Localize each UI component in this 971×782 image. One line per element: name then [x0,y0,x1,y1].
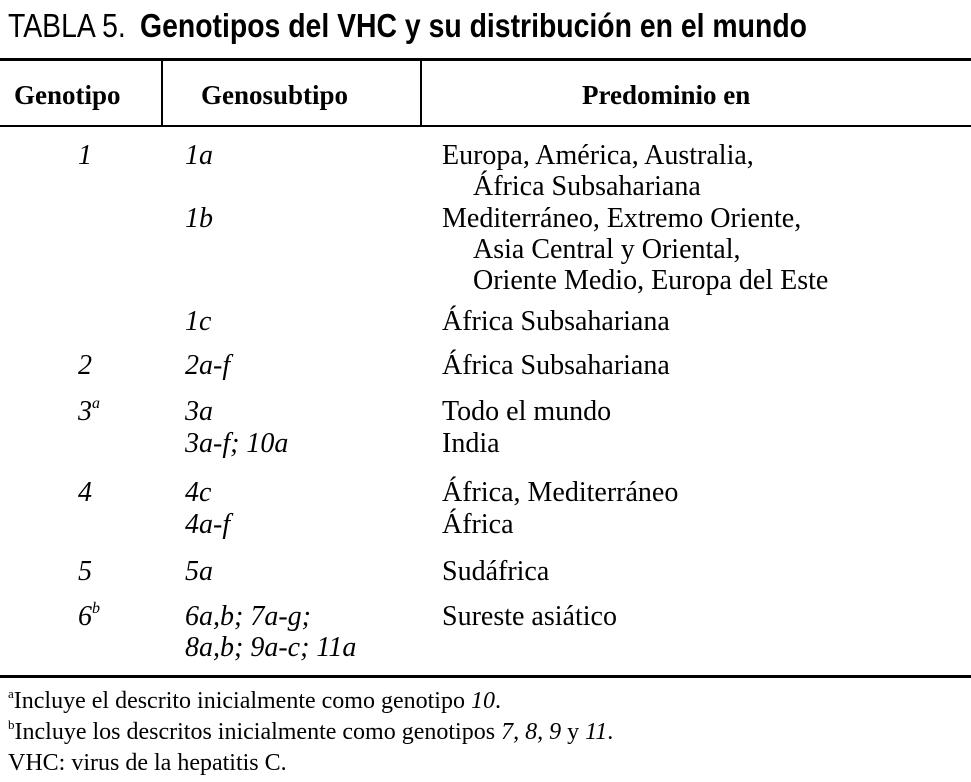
header-genotipo: Genotipo [14,80,121,110]
predominio-line: África Subsahariana [473,171,701,202]
predominio-line: Europa, América, Australia, [442,140,754,171]
footnote-mark: a [8,686,14,701]
subtipo-cell: 4c [185,477,212,508]
genotipo-cell: 2 [78,350,92,381]
top-rule [0,58,971,61]
header-predominio: Predominio en [582,80,751,110]
table-title [8,4,916,48]
footnote-numbers: 7, 8, 9 [501,719,562,745]
footnote-text: Incluye el descrito inicialmente como genotipo [13,688,471,714]
footnote-text: Incluye los descritos inicialmente como genotipos [14,719,502,745]
predominio-line: Asia Central y Oriental, [473,234,741,265]
genotipo-cell: 5 [78,556,92,587]
predominio-line: Mediterráneo, Extremo Oriente, [442,203,802,234]
subtipo-cell: 1a [185,140,213,171]
subtipo-cell: 4a-f [185,509,231,540]
subtipo-cell: 3a-f; 10a [185,428,289,459]
subtipo-line: 6a,b; 7a-g; [185,601,311,632]
table-title-text: Genotipos del VHC y su distribución en el mundo [140,7,808,44]
subtipo-cell: 5a [185,556,213,587]
subtipo-line: 8a,b; 9a-c; 11a [185,632,357,663]
predominio-cell: Sureste asiático [442,601,617,632]
subtipo-cell: 2a-f [185,350,231,381]
predominio-cell: Sudáfrica [442,556,550,587]
header-genosubtipo: Genosubtipo [201,80,349,110]
footnote-a [8,686,501,716]
subtipo-cell [185,601,356,663]
header-rule [0,125,971,127]
subtipo-cell: 1c [185,306,212,337]
footnote-number: 10 [470,688,495,714]
footnote-mark: a [92,395,100,412]
predominio-cell: África [442,509,514,540]
footnote-end: . [494,688,501,714]
table-title-prefix: TABLA 5. [8,7,126,44]
genotipo-cell: 1 [78,140,92,171]
predominio-cell: África Subsahariana [442,350,670,381]
predominio-cell: África, Mediterráneo [442,477,679,508]
footnote-b [8,717,613,747]
subtipo-cell: 3a [185,396,213,427]
predominio-cell [442,203,828,296]
bottom-rule [0,675,971,678]
subtipo-cell: 1b [185,203,213,234]
header-divider-2 [420,60,422,126]
genotipo-number: 6 [78,601,92,632]
footnote-mark: b [8,717,15,732]
predominio-cell [442,140,754,202]
genotipo-cell [78,396,100,427]
predominio-cell: India [442,428,500,459]
genotipo-cell [78,601,100,632]
footnote-abbreviation: VHC: virus de la hepatitis C. [8,750,287,776]
footnote-mark: b [92,600,100,617]
footnote-end: . [607,719,614,745]
genotipo-number: 3 [78,396,92,427]
footnote-conj: y [561,719,586,745]
genotipo-cell: 4 [78,477,92,508]
header-divider-1 [161,60,163,126]
footnote-number: 11 [585,719,608,745]
predominio-cell: África Subsahariana [442,306,670,337]
predominio-cell: Todo el mundo [442,396,612,427]
predominio-line: Oriente Medio, Europa del Este [473,265,829,296]
